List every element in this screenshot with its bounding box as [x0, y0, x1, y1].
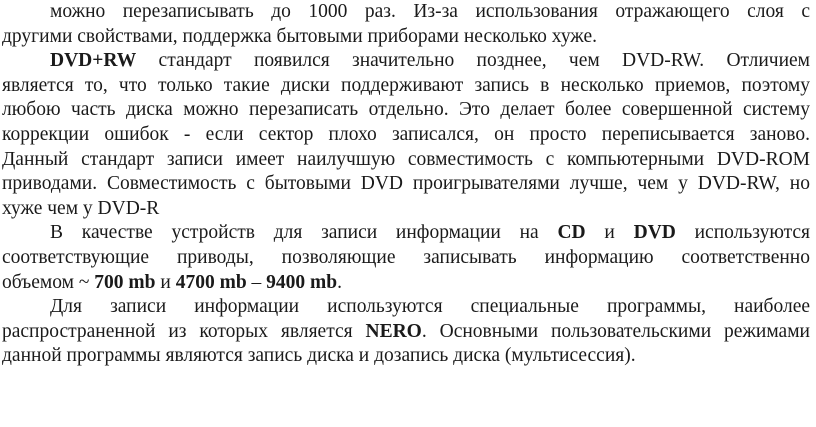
- text-line: [2, 197, 810, 222]
- text-line: [2, 0, 810, 25]
- text-line: [2, 172, 810, 197]
- term-cd: CD: [557, 222, 586, 244]
- capacity-dvd-min: 4700 mb: [175, 271, 247, 293]
- paragraph-text: . Основными пользовательскими режимами: [421, 320, 810, 342]
- text-line: [2, 74, 810, 99]
- paragraph-text: стандарт появился значительно позднее, чем DVD-RW. Отличием: [136, 50, 810, 72]
- text-line: [2, 98, 810, 123]
- paragraph-text: любою часть диска можно перезаписать отдельно. Это делает более совершенной систему: [2, 99, 810, 121]
- text-line: [2, 271, 810, 296]
- paragraph-text: и: [155, 271, 176, 293]
- paragraph-text: используются: [675, 222, 810, 244]
- paragraph-text: коррекции ошибок - если сектор плохо записался, он просто переписывается заново.: [2, 123, 810, 145]
- paragraph-text: другими свойствами, поддержка бытовыми приборами несколько хуже.: [2, 25, 598, 47]
- term-nero: NERO: [365, 320, 422, 342]
- text-line: [2, 49, 810, 74]
- paragraph-text: можно перезаписывать до 1000 раз. Из-за использования отражающего слоя с: [50, 1, 810, 22]
- paragraph-text: и: [585, 222, 634, 244]
- text-line: [2, 221, 810, 246]
- paragraph-text: объемом ~: [2, 271, 95, 293]
- text-line: [2, 320, 810, 345]
- paragraph-text: В качестве устройств для записи информации на: [50, 222, 558, 244]
- text-line: [2, 25, 810, 50]
- paragraph-text: соответствующие приводы, позволяющие записывать информацию соответственно: [2, 246, 810, 268]
- text-line: [2, 295, 810, 320]
- capacity-dvd-max: 9400 mb: [266, 271, 338, 293]
- text-line: [2, 246, 810, 271]
- paragraph-text: Для записи информации используются специальные программы, наиболее: [50, 296, 810, 318]
- paragraph-text: данной программы являются запись диска и дозапись диска (мультисессия).: [2, 345, 636, 367]
- term-dvd: DVD: [633, 222, 676, 244]
- paragraph-text: –: [246, 271, 267, 293]
- paragraph-text: распространенной из которых является: [2, 320, 366, 342]
- paragraph-text: .: [337, 271, 343, 293]
- paragraph-text: Данный стандарт записи имеет наилучшую совместимость с компьютерными DVD-ROM: [2, 148, 810, 170]
- text-line: [2, 344, 810, 369]
- text-line: [2, 123, 810, 148]
- term-dvd-plus-rw: DVD+RW: [50, 50, 137, 72]
- capacity-cd: 700 mb: [94, 271, 156, 293]
- paragraph-text: хуже чем у DVD-R: [2, 197, 160, 219]
- paragraph-text: приводами. Совместимость с бытовыми DVD проигрывателями лучше, чем у DVD-RW, но: [2, 173, 810, 195]
- paragraph-text: является то, что только такие диски поддерживают запись в несколько приемов, поэтому: [2, 74, 810, 96]
- text-line: [2, 148, 810, 173]
